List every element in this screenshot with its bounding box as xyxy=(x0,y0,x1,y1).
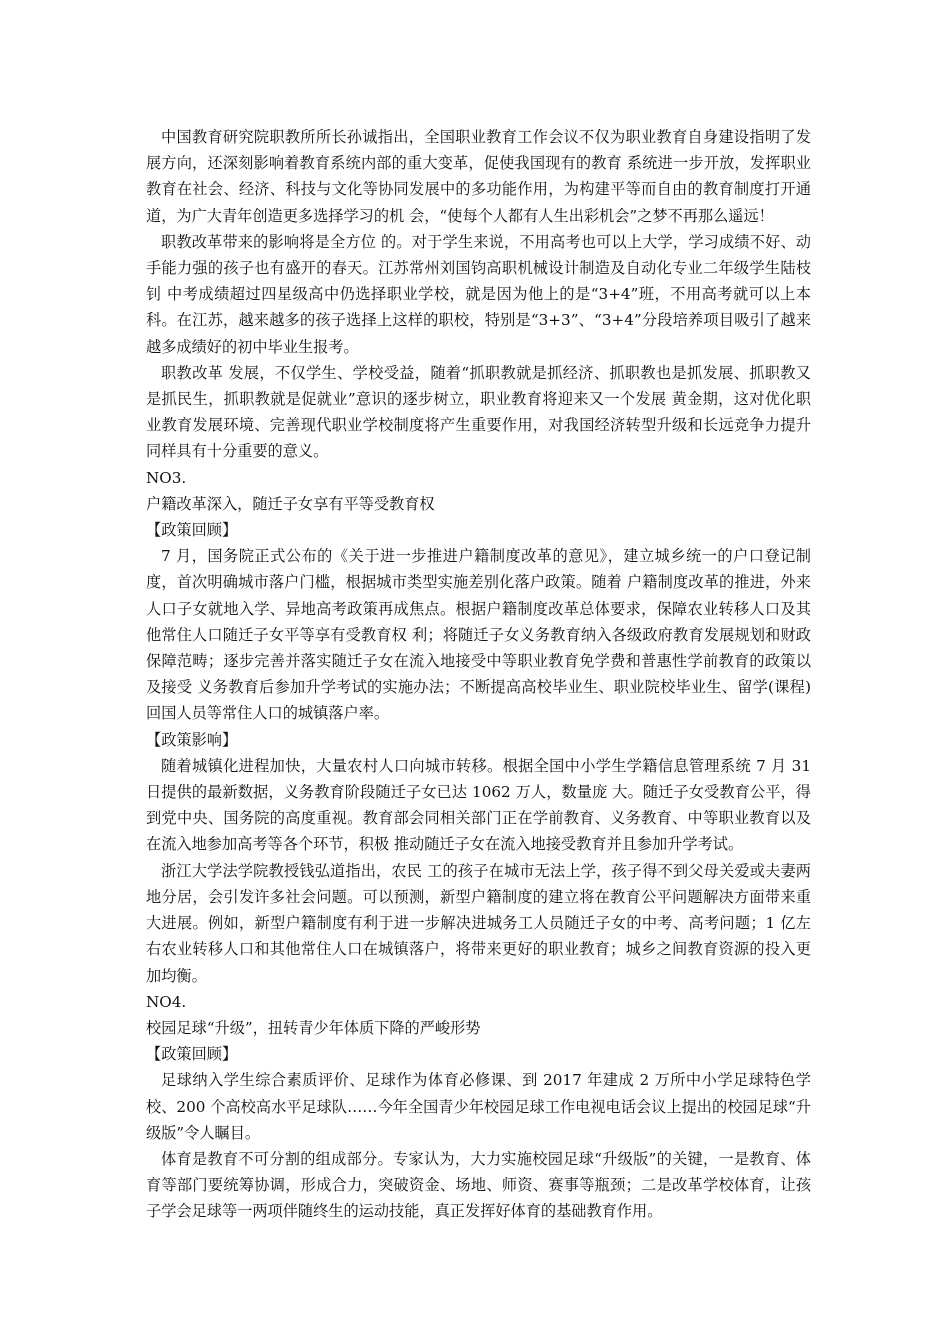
subheading-policy-review: 【政策回顾】 xyxy=(146,521,238,540)
paragraph-vocational-reform-impact: 职教改革带来的影响将是全方位 的。对于学生来说，不用高考也可以上大学，学习成绩不好、动手能力强的孩子也有盛开的春天。江苏常州刘国钧高职机械设计制造及自动化专业二年级学生陆枝钊 中考成绩超过四星级高中仍选择职业学校，就是因为他上的是“3+4”班，不用高考就可以上本科。在江苏，越来越多的孩子选择上这样的职校，特别是“3+3”、“3+4”分段培养项目吸引了越来越多成绩好的初中毕业生报考。 xyxy=(146,232,811,356)
section-number-no4: NO4. xyxy=(146,992,187,1011)
paragraph-football-expert-view: 体育是教育不可分割的组成部分。专家认为，大力实施校园足球“升级版”的关键，一是教育、体育等部门要统筹协调，形成合力，突破资金、场地、师资、赛事等瓶颈；二是改革学校体育，让孩子学会足球等一两项伴随终生的运动技能，真正发挥好体育的基础教育作用。 xyxy=(146,1149,811,1221)
section-number-no3: NO3. xyxy=(146,468,187,487)
subheading-policy-review-football: 【政策回顾】 xyxy=(146,1045,238,1064)
paragraph-household-policy-review: 7 月，国务院正式公布的《关于进一步推进户籍制度改革的意见》，建立城乡统一的户口登记制度，首次明确城市落户门槛，根据城市类型实施差别化落户政策。随着 户籍制度改革的推进，外来人口子女就地入学、异地高考政策再成焦点。根据户籍制度改革总体要求，保障农业转移人口及其他常住人口随迁子女平等享有受教育权 利；将随迁子女义务教育纳入各级政府教育发展规划和财政保障范畴；逐步完善并落实随迁子女在流入地接受中等职业教育免学费和普惠性学前教育的政策以及接受 义务教育后参加升学考试的实施办法；不断提高高校毕业生、职业院校毕业生、留学(课程)回国人员等常住人口的城镇落户率。 xyxy=(146,547,811,723)
section-title-campus-football: 校园足球“升级”，扭转青少年体质下降的严峻形势 xyxy=(146,1018,481,1037)
paragraph-vocational-reform-benefits: 职教改革 发展，不仅学生、学校受益，随着“抓职教就是抓经济、抓职教也是抓发展、抓职教又是抓民生，抓职教就是促就业”意识的逐步树立，职业教育将迎来又一个发展 黄金期，这对优化职业教育发展环境、完善现代职业学校制度将产生重要作用，对我国经济转型升级和长远竞争力提升同样具有十分重要的意义。 xyxy=(146,363,811,461)
paragraph-expert-opinion: 浙江大学法学院教授钱弘道指出，农民 工的孩子在城市无法上学，孩子得不到父母关爱或夫妻两地分居，会引发许多社会问题。可以预测，新型户籍制度的建立将在教育公平问题解决方面带来重大进展。例如，新型户籍制度有利于进一步解决进城务工人员随迁子女的中考、高考问题；1 亿左右农业转移人口和其他常住人口在城镇落户，将带来更好的职业教育；城乡之间教育资源的投入更加均衡。 xyxy=(146,861,811,985)
document-body xyxy=(146,124,811,1225)
paragraph-migrant-children-data: 随着城镇化进程加快，大量农村人口向城市转移。根据全国中小学生学籍信息管理系统 7 月 31 日提供的最新数据，义务教育阶段随迁子女已达 1062 万人，数量庞 大。随迁子女受教育公平，得到党中央、国务院的高度重视。教育部会同相关部门正在学前教育、义务教育、中等职业教育以及在流入地参加高考等各个环节，积极 推动随迁子女在流入地接受教育并且参加升学考试。 xyxy=(146,756,811,854)
subheading-policy-impact: 【政策影响】 xyxy=(146,730,238,749)
section-title-household-registration: 户籍改革深入，随迁子女享有平等受教育权 xyxy=(146,494,435,513)
paragraph-vocational-reform-significance: 中国教育研究院职教所所长孙诚指出，全国职业教育工作会议不仅为职业教育自身建设指明了发展方向，还深刻影响着教育系统内部的重大变革，促使我国现有的教育 系统进一步开放，发挥职业教育在社会、经济、科技与文化等协同发展中的多功能作用，为构建平等而自由的教育制度打开通道，为广大青年创造更多选择学习的机 会，“使每个人都有人生出彩机会”之梦不再那么遥远！ xyxy=(146,128,811,225)
paragraph-football-policy-review: 足球纳入学生综合素质评价、足球作为体育必修课、到 2017 年建成 2 万所中小学足球特色学校、200 个高校高水平足球队……今年全国青少年校园足球工作电视电话会议上提出的校园足球“升级版”令人瞩目。 xyxy=(146,1071,811,1142)
